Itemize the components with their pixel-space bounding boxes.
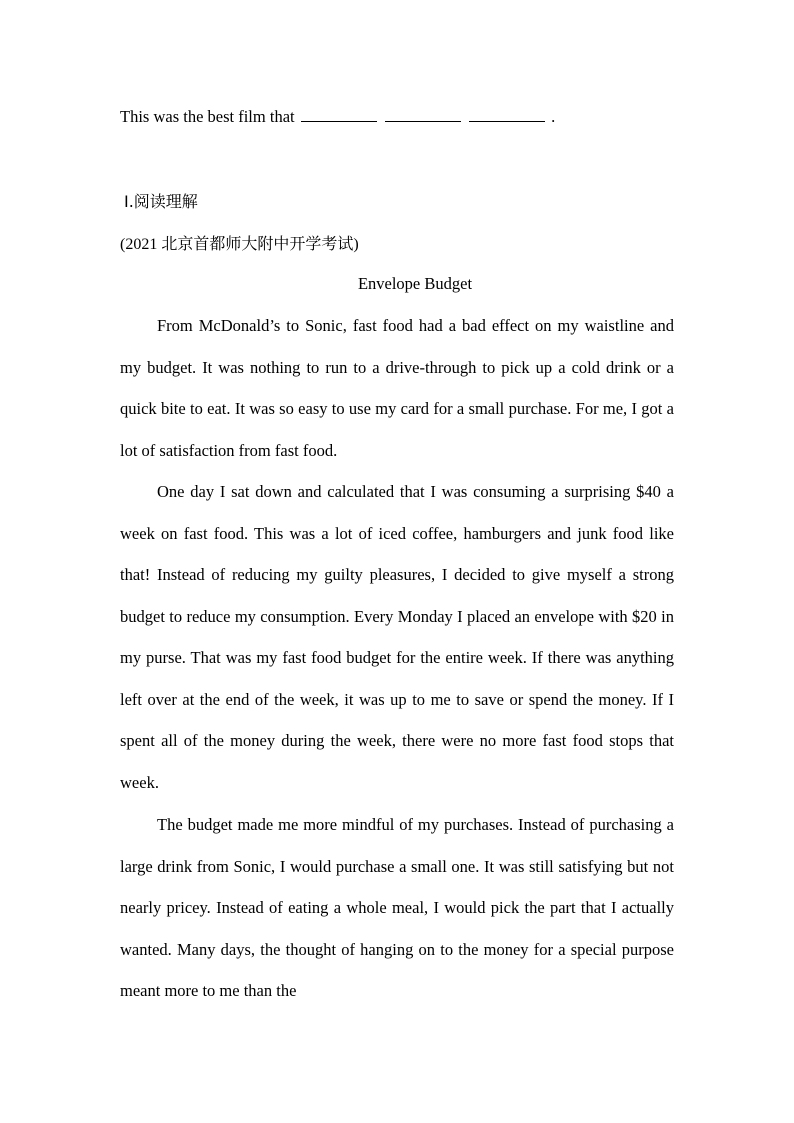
answer-blank-1[interactable] (301, 107, 377, 122)
answer-blank-3[interactable] (469, 107, 545, 122)
prompt-text: This was the best film that (120, 107, 295, 126)
source-citation (120, 234, 359, 255)
article-paragraph-2: One day I sat down and calculated that I was consuming a surprising $40 a week on fast food. This was a lot of iced coffee, hamburgers and junk food like that! Instead of reducing my guilty pleasures, I decided to give myself a strong budget to reduce my consumption. Every Monday I placed an envelope with $20 in my purse. That was my fast food budget for the entire week. If there was anything left over at the end of the week, it was up to me to save or spend the money. If I spent all of the money during the week, there were no more fast food stops that week. (120, 482, 674, 792)
fill-in-blank-prompt (120, 107, 555, 127)
source-open: (2021 (120, 236, 162, 253)
prompt-end: . (551, 107, 556, 126)
section-heading: Ⅰ.阅读理解 (124, 192, 198, 211)
answer-blank-2[interactable] (385, 107, 461, 122)
article-paragraph-1: From McDonald’s to Sonic, fast food had a bad effect on my waistline and my budget. It was nothing to run to a drive-through to pick up a cold drink or a quick bite to eat. It was so easy to use my card for a small purchase. For me, I got a lot of satisfaction from fast food. (120, 316, 674, 460)
article-title: Envelope Budget (357, 274, 473, 293)
source-close: ) (353, 236, 359, 253)
article-paragraph-3: The budget made me more mindful of my purchases. Instead of purchasing a large drink from Sonic, I would purchase a small one. It was still satisfying but not nearly pricey. Instead of eating a whole meal, I would pick the part that I actually wanted. Many days, the thought of hanging on to the money for a special purpose meant more to me than the (120, 815, 674, 1000)
source-name: 北京首都师大附中开学考试 (161, 234, 354, 253)
